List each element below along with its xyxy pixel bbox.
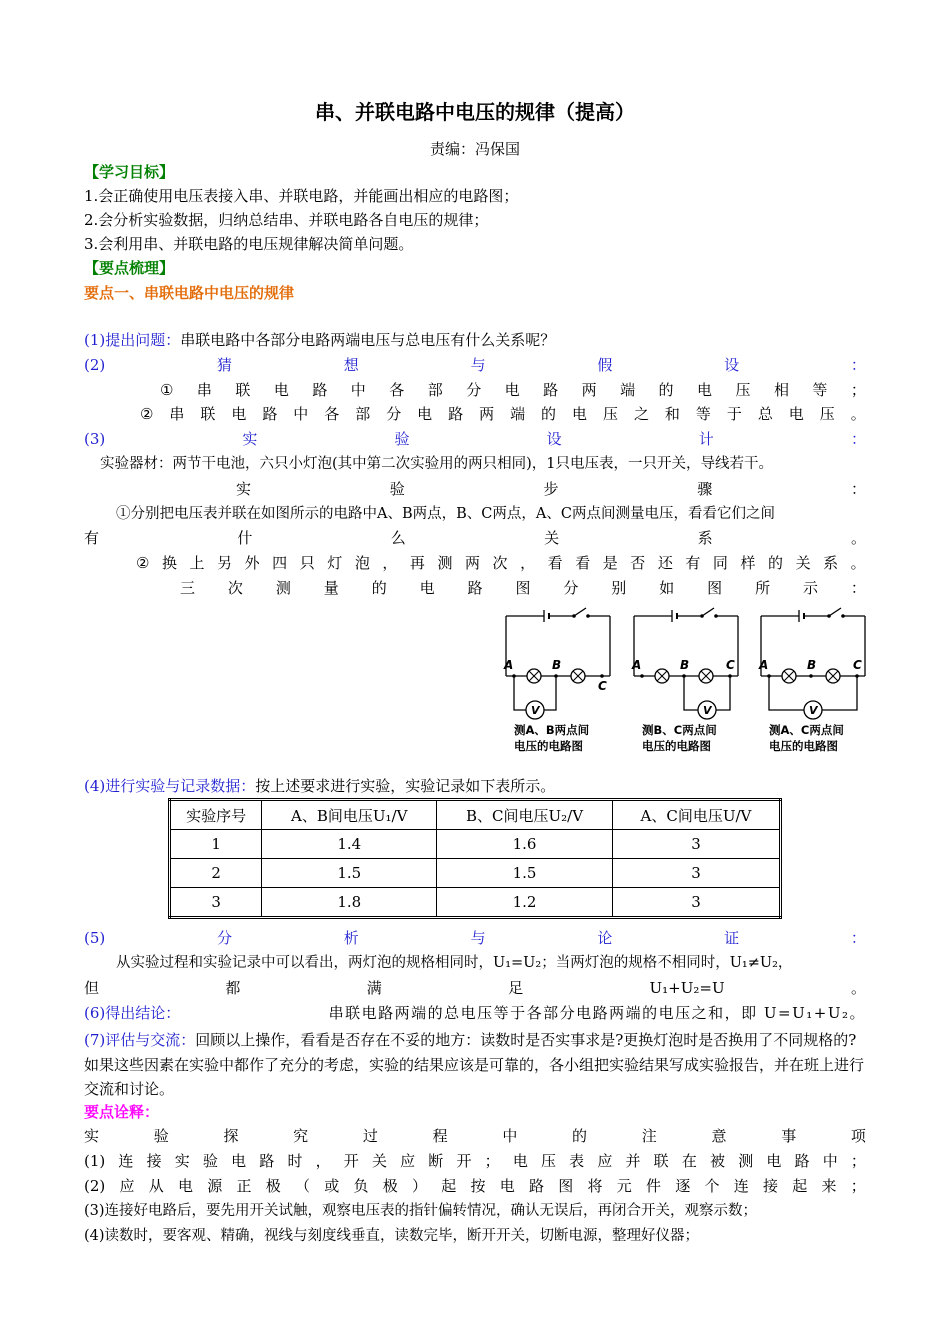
word: 将	[587, 1177, 603, 1195]
word: 断	[428, 1152, 444, 1170]
word: 端	[510, 405, 526, 423]
word: 究	[293, 1127, 309, 1145]
word: ；	[850, 1152, 866, 1170]
voltmeter-label: V	[531, 704, 540, 717]
word: 路	[448, 405, 464, 423]
figure-caption: 测A、B两点间	[514, 723, 590, 737]
step1-text: 串联电路中各部分电路两端电压与总电压有什么关系呢？	[180, 331, 556, 349]
hypothesis-2	[140, 404, 866, 424]
step2-word: 与	[470, 356, 486, 374]
word: 从	[148, 1177, 164, 1195]
table-cell: 3	[612, 830, 780, 859]
word: 各	[389, 381, 405, 399]
word: 压	[602, 405, 618, 423]
step7-text: 回顾以上操作，看看是否存在不妥的地方：读数时是否实事求是?更换灯泡时是否换用了不同规格的?如果这些因素在实验中都作了充分的考虑，实验的结果应该是可靠的，各小组把实验结果写成实验报告，并在班上进行交流和讨论。	[84, 1031, 865, 1098]
word: 程	[432, 1127, 448, 1145]
word: 看	[547, 554, 563, 572]
step3-label: (3)	[84, 430, 106, 448]
step7-label: (7)评估与交流：	[84, 1031, 196, 1049]
word: 中	[350, 381, 366, 399]
step4-label: (4)进行实验与记录数据：	[84, 777, 256, 795]
word: 关	[544, 529, 560, 547]
step5-line	[84, 928, 866, 948]
word: 电	[697, 381, 713, 399]
word: 只	[299, 554, 315, 572]
equipment-line: 实验器材：两节干电池，六只小灯泡(其中第二次实验用的两只相同)，1只电压表，一只开关，导线若干。	[100, 456, 774, 472]
word: 电	[504, 381, 520, 399]
word: 电	[417, 405, 433, 423]
table-cell: 1.5	[437, 859, 613, 888]
point-label: B	[807, 658, 817, 672]
step5-label: (5)	[84, 929, 106, 947]
word: ①	[160, 381, 174, 399]
step7-paragraph	[84, 1028, 866, 1102]
word: 。	[850, 405, 866, 423]
switch-blade	[829, 608, 841, 616]
figure-caption: 测A、C两点间	[769, 723, 844, 737]
word: 电	[788, 405, 804, 423]
word: ：	[850, 579, 866, 597]
word: 路	[259, 1152, 275, 1170]
word: 连	[118, 1152, 134, 1170]
word: 验	[202, 1152, 218, 1170]
word: 中	[502, 1127, 518, 1145]
word: 联	[235, 381, 251, 399]
word: 过	[362, 1127, 378, 1145]
word: ，	[520, 554, 536, 572]
word: 应	[597, 1152, 613, 1170]
word: 。	[850, 979, 866, 997]
notes-line-0	[84, 1126, 866, 1146]
analysis-b	[84, 978, 866, 998]
word: 件	[645, 1177, 661, 1195]
word: 电	[512, 1152, 528, 1170]
word: 时	[287, 1152, 303, 1170]
word: 灯	[327, 554, 343, 572]
editor-line: 责编：冯保国	[429, 140, 520, 158]
word: 电	[766, 1152, 782, 1170]
word: 别	[611, 579, 627, 597]
word: ；	[850, 1177, 866, 1195]
word: 满	[366, 979, 382, 997]
word: 应	[400, 1152, 416, 1170]
point-label: B	[680, 658, 690, 672]
word: 路	[543, 381, 559, 399]
word: 相	[773, 381, 789, 399]
word: (2)	[84, 1177, 106, 1195]
word: 路	[794, 1152, 810, 1170]
word: 来	[821, 1177, 837, 1195]
voltmeter-label: V	[703, 704, 712, 717]
word: 部	[355, 405, 371, 423]
word: 中	[293, 405, 309, 423]
word: 步	[543, 480, 559, 498]
word: 样	[740, 554, 756, 572]
data-table	[168, 798, 782, 919]
point-label: A	[504, 658, 514, 672]
word: 注	[641, 1127, 657, 1145]
word: ；	[484, 1152, 500, 1170]
word: 路	[262, 405, 278, 423]
word: 次	[492, 554, 508, 572]
word: 被	[710, 1152, 726, 1170]
word: 如	[659, 579, 675, 597]
table-cell: 3	[612, 859, 780, 888]
word: 表	[569, 1152, 585, 1170]
word: 关	[795, 554, 811, 572]
word: 图	[558, 1177, 574, 1195]
word: 或	[324, 1177, 340, 1195]
word: 两	[465, 554, 481, 572]
word: 分	[563, 579, 579, 597]
point-label: A	[632, 658, 642, 672]
node-dot	[809, 674, 813, 678]
point-label: A	[759, 658, 769, 672]
step5-word: 证	[724, 929, 740, 947]
notes-line-2	[84, 1176, 866, 1196]
word: 示	[802, 579, 818, 597]
node-dot	[600, 674, 604, 678]
word: ②	[136, 554, 150, 572]
word: 路	[528, 1177, 544, 1195]
word: ：	[850, 480, 866, 498]
table-header-row	[170, 800, 781, 830]
word: 总	[757, 405, 773, 423]
word: 量	[323, 579, 339, 597]
word: ，	[315, 1152, 331, 1170]
word: 实	[236, 480, 252, 498]
word: 压	[819, 405, 835, 423]
word: 测	[437, 554, 453, 572]
word: 分	[386, 405, 402, 423]
word: 同	[712, 554, 728, 572]
word: 测	[275, 579, 291, 597]
point1-heading: 要点一、串联电路中电压的规律	[84, 284, 295, 302]
word: 实	[174, 1152, 190, 1170]
word: 另	[217, 554, 233, 572]
word: 。	[850, 554, 866, 572]
word: 足	[508, 979, 524, 997]
hypothesis-1	[160, 380, 866, 400]
word: 开	[343, 1152, 359, 1170]
word: 上	[189, 554, 205, 572]
word: 串	[196, 381, 212, 399]
word: 的	[768, 554, 784, 572]
table-cell: 1.6	[437, 830, 613, 859]
step2-line	[84, 355, 866, 375]
word: 部	[427, 381, 443, 399]
word: 再	[409, 554, 425, 572]
analysis-a: 从实验过程和实验记录中可以看出，两灯泡的规格相同时，U₁=U₂；当两灯泡的规格不相同时，U₁≠U₂，	[116, 955, 793, 971]
table-cell: 3	[612, 888, 780, 918]
word: 起	[792, 1177, 808, 1195]
table-cell: 2	[170, 859, 262, 888]
word: 之	[633, 405, 649, 423]
step3-line	[84, 429, 866, 449]
word: 的	[572, 1127, 588, 1145]
word: 元	[616, 1177, 632, 1195]
step6-label: (6)得出结论：	[84, 1004, 181, 1022]
word: 验	[389, 480, 405, 498]
step2-word: 设	[724, 356, 740, 374]
word: 骤	[697, 480, 713, 498]
word: 串	[169, 405, 185, 423]
word: 什	[237, 529, 253, 547]
word: 电	[273, 381, 289, 399]
word: 图	[707, 579, 723, 597]
voltmeter-label: V	[809, 704, 818, 717]
step5-word: 与	[470, 929, 486, 947]
word: 等	[695, 405, 711, 423]
word: 三	[180, 579, 196, 597]
word: （	[294, 1177, 310, 1195]
step4-line	[84, 776, 866, 796]
table-cell: 1.4	[262, 830, 437, 859]
word: 系	[697, 529, 713, 547]
table-header-cell: 实验序号	[170, 800, 262, 830]
word: 意	[711, 1127, 727, 1145]
step3-word: 计	[698, 430, 714, 448]
step6-text: 串联电路两端的总电压等于各部分电路两端的电压之和，即 U=U₁+U₂。	[328, 1004, 866, 1022]
word: 关	[371, 1152, 387, 1170]
word: 事	[781, 1127, 797, 1145]
step3-word: 设	[546, 430, 562, 448]
word: 次	[227, 579, 243, 597]
document-title: 串、并联电路中电压的规律（提高）	[315, 100, 635, 124]
voltmeter-lead	[544, 676, 556, 710]
word: 路	[312, 381, 328, 399]
switch-blade	[574, 608, 586, 616]
voltmeter-lead	[684, 676, 698, 710]
word: 并	[625, 1152, 641, 1170]
word: 有	[84, 529, 100, 547]
notes-line-4: (4)读数时，要客观、精确，视线与刻度线垂直，读数完毕，断开开关，切断电源，整理好仪器；	[84, 1228, 700, 1244]
table-row	[170, 888, 781, 918]
word: 路	[467, 579, 483, 597]
word: 看	[575, 554, 591, 572]
word: 压	[540, 1152, 556, 1170]
notes-line-3: (3)连接好电路后，要先用开关试触，观察电压表的指针偏转情况，确认无误后，再闭合开关，观察示数；	[84, 1203, 758, 1219]
word: 负	[353, 1177, 369, 1195]
table-cell: 1	[170, 830, 262, 859]
word: 和	[664, 405, 680, 423]
figure-caption: 电压的电路图	[769, 739, 838, 753]
step5-word: 析	[343, 929, 359, 947]
step1-label: (1)提出问题：	[84, 331, 181, 349]
table-cell: 1.2	[437, 888, 613, 918]
word: 但	[84, 979, 100, 997]
procedure-1b	[84, 528, 866, 548]
word: 外	[244, 554, 260, 572]
procedure-heading	[236, 479, 866, 499]
objective-item: 1.会正确使用电压表接入串、并联电路，并能画出相应的电路图；	[84, 187, 519, 205]
word: 两	[581, 381, 597, 399]
voltmeter-lead	[514, 676, 526, 710]
voltmeter-lead	[716, 676, 730, 710]
word: 正	[236, 1177, 252, 1195]
word: 都	[225, 979, 241, 997]
word: ②	[140, 405, 154, 423]
step5-word: 分	[217, 929, 233, 947]
word: 电	[231, 405, 247, 423]
word: 的	[541, 405, 557, 423]
table-cell: 1.8	[262, 888, 437, 918]
point-label: C	[598, 679, 607, 693]
word: 泡	[354, 554, 370, 572]
switch-blade	[702, 608, 714, 616]
word: 起	[441, 1177, 457, 1195]
table-header-cell: A、B间电压U₁/V	[262, 800, 437, 830]
word: 端	[620, 381, 636, 399]
word: 接	[762, 1177, 778, 1195]
word: 分	[466, 381, 482, 399]
step3-word: 实	[242, 430, 258, 448]
word: 有	[685, 554, 701, 572]
word: 逐	[675, 1177, 691, 1195]
point-label: C	[726, 658, 735, 672]
procedure-1a: ①分别把电压表并联在如图所示的电路中A、B两点，B、C两点，A、C两点间测量电压，看看它们之间	[116, 506, 775, 522]
point-label: B	[552, 658, 562, 672]
word: 两	[479, 405, 495, 423]
table-cell: 1.5	[262, 859, 437, 888]
word: 应	[119, 1177, 135, 1195]
word: 联	[653, 1152, 669, 1170]
word: 项	[850, 1127, 866, 1145]
word: 按	[470, 1177, 486, 1195]
step3-word: 验	[394, 430, 410, 448]
word: 还	[657, 554, 673, 572]
step2-word: ：	[850, 356, 866, 374]
step2-label: (2)	[84, 356, 106, 374]
word: (1)	[84, 1152, 106, 1170]
figure-caption: 电压的电路图	[642, 739, 711, 753]
word: 的	[371, 579, 387, 597]
word: 压	[735, 381, 751, 399]
step2-word: 猜	[217, 356, 233, 374]
word: 测	[738, 1152, 754, 1170]
word: ）	[411, 1177, 427, 1195]
word: U₁+U₂=U	[649, 979, 725, 997]
word: 么	[390, 529, 406, 547]
word: 于	[726, 405, 742, 423]
word: 。	[850, 529, 866, 547]
step5-word: ：	[850, 929, 866, 947]
voltmeter-lead	[822, 676, 857, 710]
node-dot	[640, 674, 644, 678]
word: 极	[382, 1177, 398, 1195]
point-label: C	[853, 658, 862, 672]
table-row	[170, 830, 781, 859]
table-cell: 3	[170, 888, 262, 918]
word: 接	[146, 1152, 162, 1170]
step4-text: 按上述要求进行实验，实验记录如下表所示。	[255, 777, 556, 795]
word: 图	[515, 579, 531, 597]
word: 电	[499, 1177, 515, 1195]
word: 验	[153, 1127, 169, 1145]
objective-item: 2.会分析实验数据，归纳总结串、并联电路各自电压的规律；	[84, 211, 489, 229]
word: 连	[733, 1177, 749, 1195]
notes-heading: 要点诠释：	[84, 1103, 160, 1121]
word: 电	[231, 1152, 247, 1170]
word: 个	[704, 1177, 720, 1195]
word: 电	[572, 405, 588, 423]
word: 探	[223, 1127, 239, 1145]
word: 否	[630, 554, 646, 572]
step2-word: 想	[343, 356, 359, 374]
word: 极	[265, 1177, 281, 1195]
step6-line	[84, 1003, 866, 1023]
step1-line	[84, 330, 866, 350]
word: 是	[602, 554, 618, 572]
word: 中	[822, 1152, 838, 1170]
word: ，	[382, 554, 398, 572]
table-header-cell: B、C间电压U₂/V	[437, 800, 613, 830]
notes-line-1	[84, 1151, 866, 1171]
word: 四	[272, 554, 288, 572]
step3-word: ：	[850, 430, 866, 448]
word: ；	[850, 381, 866, 399]
step5-word: 论	[597, 929, 613, 947]
word: 所	[755, 579, 771, 597]
word: 各	[324, 405, 340, 423]
table-row	[170, 859, 781, 888]
word: 电	[177, 1177, 193, 1195]
word: 换	[161, 554, 177, 572]
step2-word: 假	[597, 356, 613, 374]
word: 系	[823, 554, 839, 572]
word: 源	[207, 1177, 223, 1195]
word: 联	[200, 405, 216, 423]
word: 在	[681, 1152, 697, 1170]
objective-item: 3.会利用串、并联电路的电压规律解决简单问题。	[84, 235, 414, 253]
procedure-3	[180, 578, 866, 598]
word: 的	[658, 381, 674, 399]
word: 实	[84, 1127, 100, 1145]
keypoints-heading: 【要点梳理】	[84, 259, 175, 277]
word: 开	[456, 1152, 472, 1170]
table-header-cell: A、C间电压U/V	[612, 800, 780, 830]
figure-caption: 测B、C两点间	[642, 723, 717, 737]
word: 电	[419, 579, 435, 597]
figure-caption: 电压的电路图	[514, 739, 583, 753]
procedure-2	[136, 553, 866, 573]
word: 等	[812, 381, 828, 399]
circuit-diagrams	[500, 606, 872, 764]
objectives-heading: 【学习目标】	[84, 163, 175, 181]
